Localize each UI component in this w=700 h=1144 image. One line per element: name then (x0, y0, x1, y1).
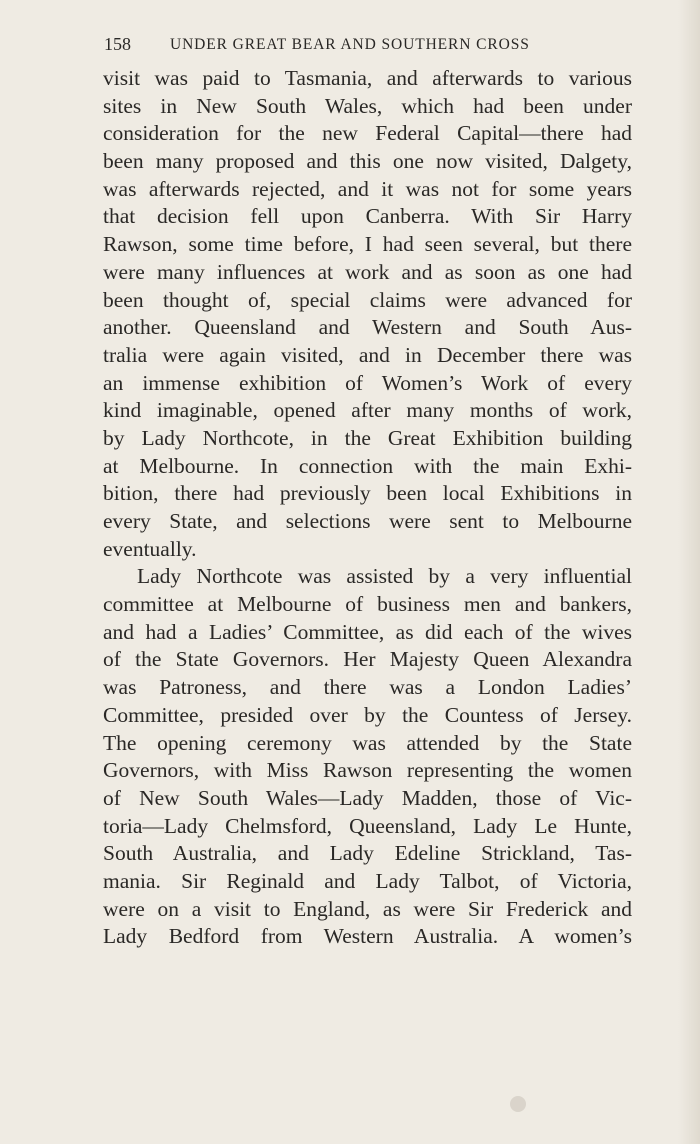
text-line: of New South Wales—Lady Madden, those of Vic- (103, 785, 632, 810)
text-line: were many influences at work and as soon as one had (103, 259, 632, 284)
text-line: was Patroness, and there was a London Ladies’ (103, 675, 632, 700)
page-number: 158 (104, 34, 131, 54)
text-line: and had a Ladies’ Committee, as did each of the wives (103, 619, 632, 644)
text-line: were on a visit to England, as were Sir Frederick and (103, 896, 632, 921)
text-line: toria—Lady Chelmsford, Queensland, Lady Le Hunte, (103, 813, 632, 838)
text-line: mania. Sir Reginald and Lady Talbot, of Victoria, (103, 868, 632, 893)
text-line: been thought of, special claims were advanced for (103, 287, 632, 312)
paper-smudge (510, 1096, 526, 1112)
paragraph (103, 563, 632, 951)
text-line: was afterwards rejected, and it was not for some years (103, 176, 632, 201)
text-line: sites in New South Wales, which had been under (103, 93, 632, 118)
text-line: Lady Northcote was assisted by a very influential (137, 564, 632, 589)
page-header (104, 34, 584, 58)
text-line: The opening ceremony was attended by the State (103, 730, 632, 755)
running-title: UNDER GREAT BEAR AND SOUTHERN CROSS (170, 36, 530, 53)
text-line: of the State Governors. Her Majesty Queen Alexandra (103, 647, 632, 672)
text-line: been many proposed and this one now visited, Dalgety, (103, 149, 632, 174)
text-line: Rawson, some time before, I had seen several, but there (103, 232, 632, 257)
text-line: Committee, presided over by the Countess of Jersey. (103, 702, 632, 727)
text-line: eventually. (103, 536, 197, 561)
text-line: committee at Melbourne of business men and bankers, (103, 592, 632, 617)
page-edge-shadow (678, 0, 700, 1144)
text-line: South Australia, and Lady Edeline Strickland, Tas- (103, 841, 632, 866)
text-line: Governors, with Miss Rawson representing the women (103, 758, 632, 783)
text-line: at Melbourne. In connection with the main Exhi- (103, 453, 632, 478)
text-line: tralia were again visited, and in December there was (103, 342, 632, 367)
text-line: another. Queensland and Western and South Aus- (103, 315, 632, 340)
text-line: Lady Bedford from Western Australia. A women’s (103, 924, 632, 949)
text-line: an immense exhibition of Women’s Work of every (103, 370, 632, 395)
text-line: by Lady Northcote, in the Great Exhibition building (103, 425, 632, 450)
text-line: consideration for the new Federal Capital—there had (103, 121, 632, 146)
text-line: that decision fell upon Canberra. With Sir Harry (103, 204, 632, 229)
text-line: visit was paid to Tasmania, and afterwards to various (103, 66, 632, 90)
body-text (103, 65, 632, 951)
text-line: bition, there had previously been local Exhibitions in (103, 481, 632, 506)
text-line: every State, and selections were sent to Melbourne (103, 509, 632, 533)
text-line: kind imaginable, opened after many months of work, (103, 398, 632, 423)
paragraph (103, 65, 632, 563)
